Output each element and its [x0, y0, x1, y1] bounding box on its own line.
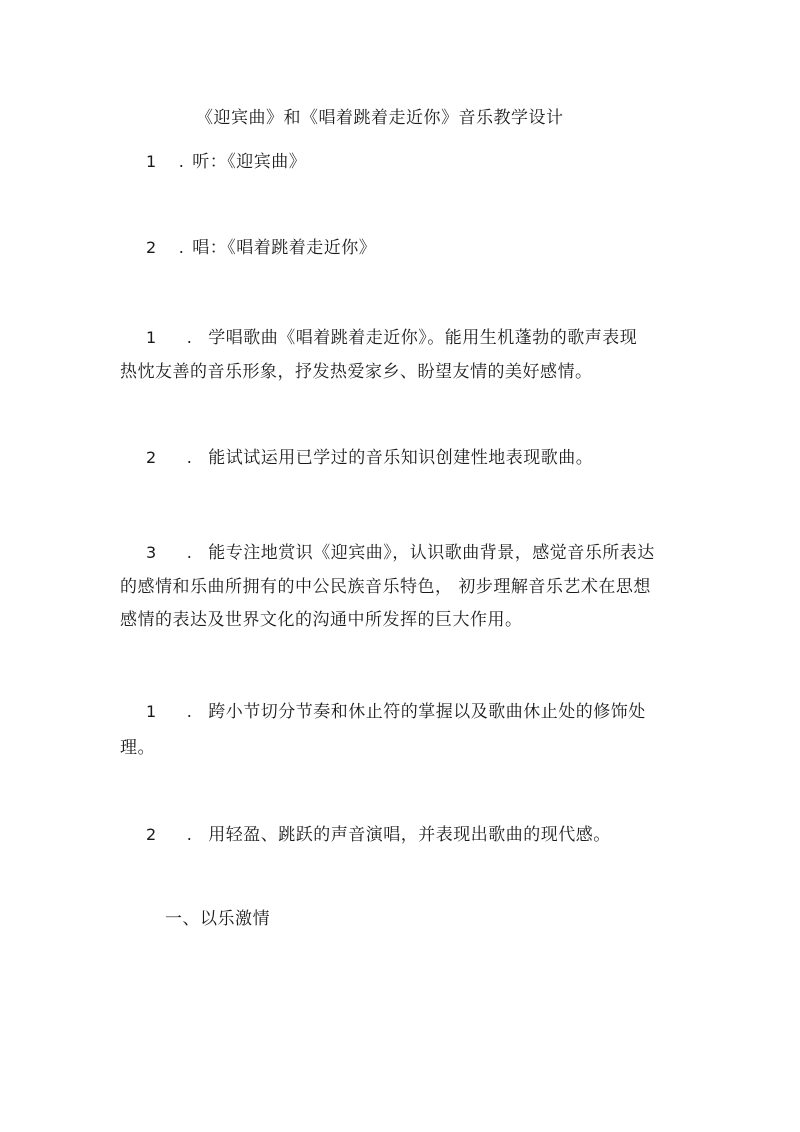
document-title: 《迎宾曲》和《唱着跳着走近你》音乐教学设计: [196, 108, 564, 128]
list-item: [146, 238, 376, 258]
item-number: 3: [146, 543, 157, 562]
item-dot: .: [178, 238, 185, 257]
item-dot: .: [186, 702, 193, 721]
item-text: 跨小节切分节奏和休止符的掌握以及歌曲休止处的修饰处: [208, 702, 646, 722]
item-text: 能专注地赏识《迎宾曲》，认识歌曲背景，感觉音乐所表达: [208, 543, 655, 563]
item-text: 用轻盈、跳跃的声音演唱，并表现出歌曲的现代感。: [208, 825, 611, 845]
item-text: 听：《迎宾曲》: [192, 152, 307, 172]
item-dot: .: [186, 328, 193, 347]
item-number: 1: [146, 328, 157, 347]
item-text: 唱：《唱着跳着走近你》: [192, 238, 377, 258]
item-text: 学唱歌曲《唱着跳着走近你》。能用生机蓬勃的歌声表现: [208, 328, 638, 348]
list-item: [146, 448, 593, 468]
item-dot: .: [178, 152, 185, 171]
item-number: 2: [146, 825, 157, 844]
item-continuation: 感情的表达及世界文化的沟通中所发挥的巨大作用。: [120, 610, 523, 630]
list-item: [146, 328, 637, 348]
list-item: [146, 825, 611, 845]
item-continuation: 理。: [120, 738, 155, 758]
item-dot: .: [186, 448, 193, 467]
item-continuation: 的感情和乐曲所拥有的中公民族音乐特色， 初步理解音乐艺术在思想: [120, 577, 651, 597]
item-dot: .: [186, 543, 193, 562]
section-heading: 一、以乐激情: [165, 909, 270, 929]
list-item: [146, 543, 655, 563]
item-number: 2: [146, 238, 157, 257]
list-item: [146, 152, 306, 172]
item-text: 能试试运用已学过的音乐知识创建性地表现歌曲。: [208, 448, 594, 468]
list-item: [146, 702, 646, 722]
item-dot: .: [186, 825, 193, 844]
item-number: 1: [146, 152, 157, 171]
item-number: 1: [146, 702, 157, 721]
item-number: 2: [146, 448, 157, 467]
item-continuation: 热忱友善的音乐形象，抒发热爱家乡、盼望友情的美好感情。: [120, 362, 593, 382]
